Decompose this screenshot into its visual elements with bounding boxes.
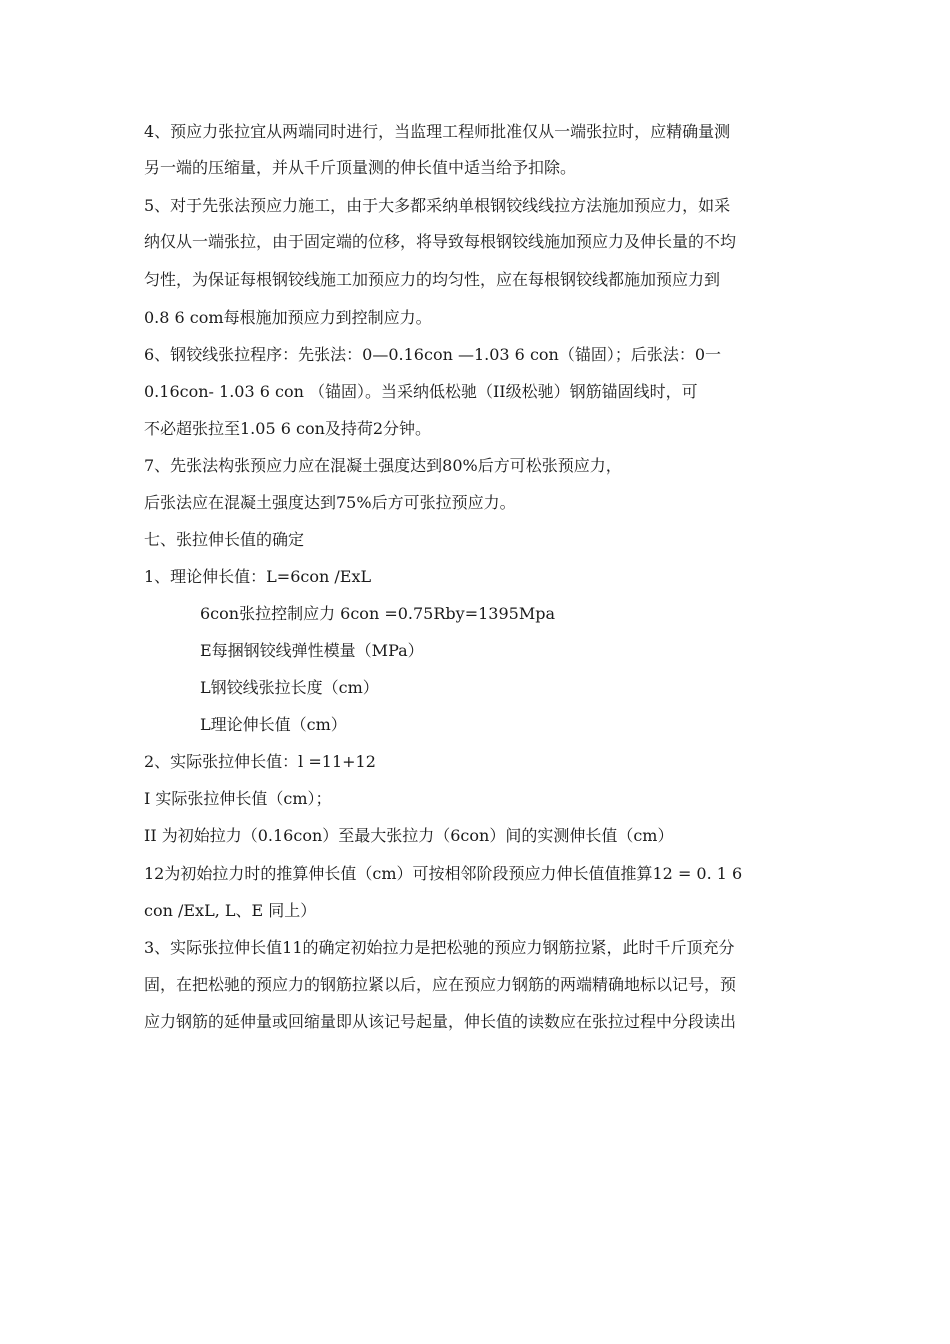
- text-line: 纳仅从一端张拉，由于固定端的位移，将导致每根钢铰线施加预应力及伸长量的不均: [144, 232, 737, 251]
- text-line: 12为初始拉力时的推算伸长值（cm）可按相邻阶段预应力伸长值值推算12 = 0. 1 6: [144, 864, 743, 883]
- text-line: 另一端的压缩量，并从千斤顶量测的伸长值中适当给予扣除。: [144, 158, 577, 177]
- definition-line: 6con张拉控制应力 6con =0.75Rby=1395Mpa: [200, 604, 555, 623]
- text-line: 6、钢铰线张拉程序：先张法：0—0.16con —1.03 6 con（锚固）；后张法：0一: [144, 345, 722, 364]
- text-line: 应力钢筋的延伸量或回缩量即从该记号起量，伸长值的读数应在张拉过程中分段读出: [144, 1012, 737, 1031]
- text-line: II 为初始拉力（0.16con）至最大张拉力（6con）间的实测伸长值（cm）: [144, 826, 674, 845]
- section-heading: 七、张拉伸长值的确定: [144, 530, 305, 549]
- text-line: I 实际张拉伸长值（cm）；: [144, 789, 332, 808]
- text-line: 7、先张法构张预应力应在混凝土强度达到80%后方可松张预应力，: [144, 456, 622, 475]
- text-line: 后张法应在混凝土强度达到75%后方可张拉预应力。: [144, 493, 516, 512]
- text-line: 3、实际张拉伸长值11的确定初始拉力是把松驰的预应力钢筋拉紧，此时千斤顶充分: [144, 938, 735, 957]
- text-line: 1、理论伸长值：L=6con /ExL: [144, 567, 372, 586]
- text-line: 不必超张拉至1.05 6 con及持荷2分钟。: [144, 419, 432, 438]
- definition-line: E每捆钢铰线弹性模量（MPa）: [200, 641, 424, 660]
- text-line: 5、对于先张法预应力施工，由于大多都采纳单根钢铰线线拉方法施加预应力，如采: [144, 196, 731, 215]
- text-line: 固，在把松驰的预应力的钢筋拉紧以后，应在预应力钢筋的两端精确地标以记号，预: [144, 975, 737, 994]
- text-line: 匀性，为保证每根钢铰线施工加预应力的均匀性，应在每根钢铰线都施加预应力到: [144, 270, 721, 289]
- text-line: 0.16con- 1.03 6 con （锚固）。当采纳低松驰（II级松驰）钢筋锚固线时，可: [144, 382, 698, 401]
- text-line: 0.8 6 com每根施加预应力到控制应力。: [144, 308, 432, 327]
- text-line: con /ExL, L、E 同上）: [144, 901, 317, 920]
- definition-line: L理论伸长值（cm）: [200, 715, 347, 734]
- definition-line: L钢铰线张拉长度（cm）: [200, 678, 379, 697]
- text-line: 4、预应力张拉宜从两端同时进行，当监理工程师批准仅从一端张拉时，应精确量测: [144, 122, 731, 141]
- text-line: 2、实际张拉伸长值：l =11+12: [144, 752, 376, 771]
